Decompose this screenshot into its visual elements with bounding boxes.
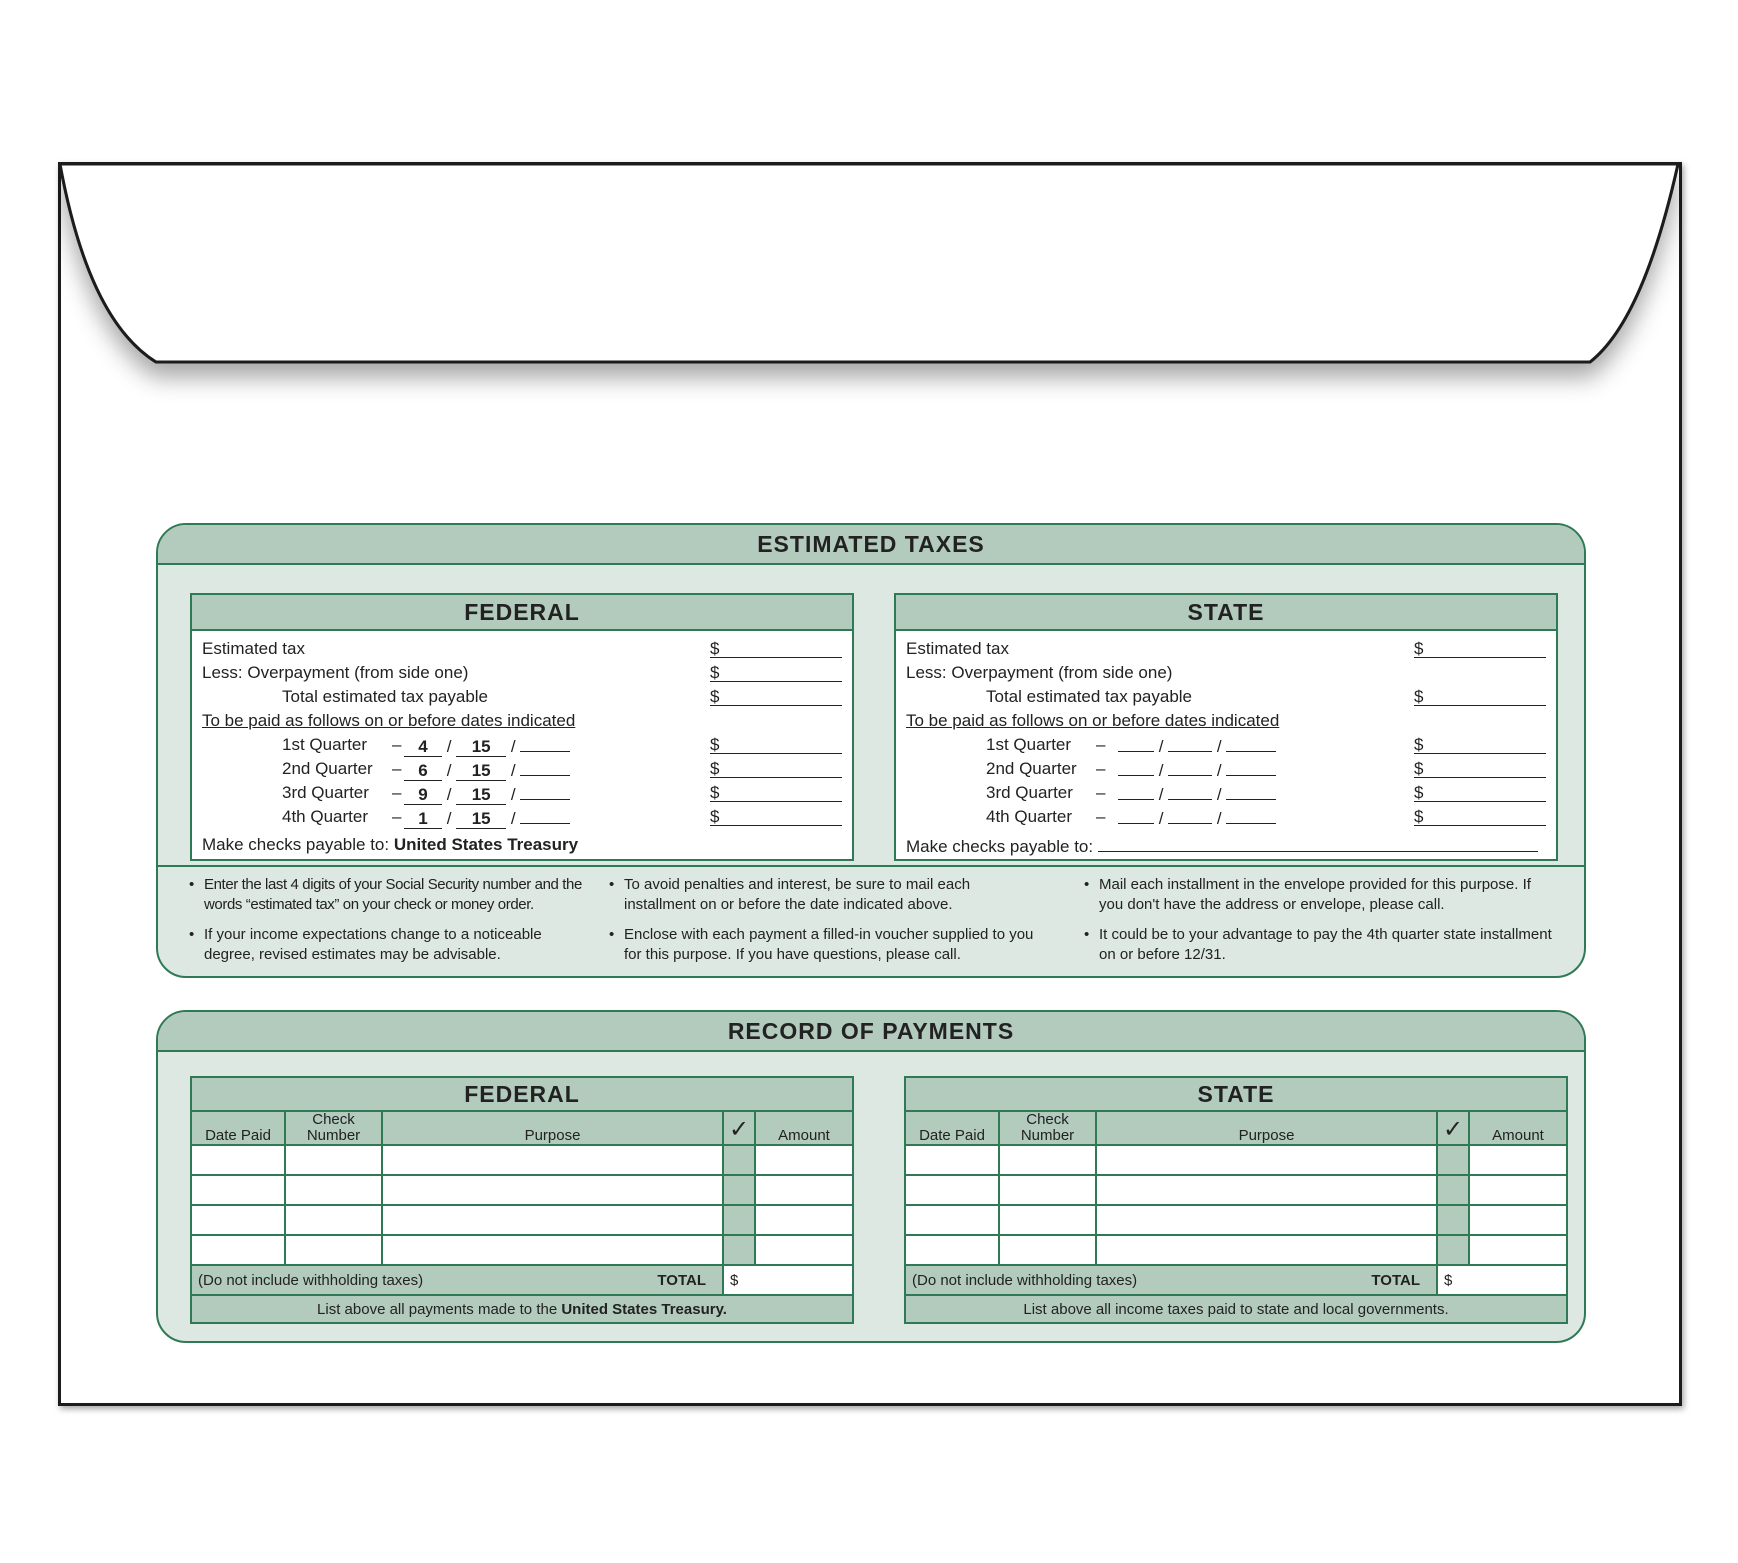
payable-prefix: Make checks payable to:	[202, 835, 390, 854]
table-row[interactable]	[191, 1175, 853, 1205]
col-check-number: Check Number	[999, 1111, 1096, 1145]
table-row[interactable]	[905, 1175, 1567, 1205]
note-item: • To avoid penalties and interest, be sure to mail each installment on or before the date indicated above.	[624, 875, 1044, 915]
schedule-label: To be paid as follows on or before dates indicated	[202, 711, 576, 730]
note-item: • Enclose with each payment a filled-in voucher supplied to you for this purpose. If you have questions, please call.	[624, 925, 1044, 965]
estimated-taxes-title: ESTIMATED TAXES	[158, 525, 1584, 565]
col-purpose: Purpose	[382, 1111, 723, 1145]
col-date-paid: Date Paid	[191, 1111, 285, 1145]
quarter-day: 15	[456, 738, 506, 757]
quarter-year[interactable]	[520, 805, 570, 824]
quarter-year[interactable]	[1226, 805, 1276, 824]
col-purpose: Purpose	[1096, 1111, 1437, 1145]
record-of-payments-panel	[156, 1010, 1586, 1343]
check-mark-icon: ✓	[723, 1111, 755, 1145]
quarter-year[interactable]	[520, 757, 570, 776]
estimated-tax-label: Estimated tax	[906, 639, 1009, 658]
quarter-month[interactable]	[1118, 757, 1154, 776]
total-row-label: (Do not include withholding taxes) TOTAL	[191, 1265, 723, 1295]
quarter-amount-field[interactable]: $	[710, 805, 842, 826]
estimated-tax-field[interactable]: $	[710, 637, 842, 658]
quarter-day: 15	[456, 786, 506, 805]
quarter-month: 1	[404, 810, 442, 829]
estimated-taxes-panel	[156, 523, 1586, 978]
col-amount: Amount	[1469, 1111, 1567, 1145]
total-amount-field[interactable]: $	[1437, 1265, 1567, 1295]
state-record-heading: STATE	[905, 1077, 1567, 1111]
quarter-month: 4	[404, 738, 442, 757]
federal-record-box	[190, 1076, 854, 1324]
quarter-label: 2nd Quarter	[986, 759, 1077, 778]
quarter-day[interactable]	[1168, 757, 1212, 776]
note-item: • If your income expectations change to a noticeable degree, revised estimates may be advisable.	[204, 925, 589, 965]
quarter-day[interactable]	[1168, 805, 1212, 824]
quarter-month: 9	[404, 786, 442, 805]
estimated-tax-label: Estimated tax	[202, 639, 305, 658]
note-item: • It could be to your advantage to pay the 4th quarter state installment on or before 12/31.	[1099, 925, 1559, 965]
federal-record-heading: FEDERAL	[191, 1077, 853, 1111]
overpayment-label: Less: Overpayment (from side one)	[906, 663, 1173, 682]
total-row-label: (Do not include withholding taxes) TOTAL	[905, 1265, 1437, 1295]
state-record-table	[904, 1076, 1568, 1324]
quarter-day: 15	[456, 762, 506, 781]
table-row[interactable]	[905, 1145, 1567, 1175]
federal-estimate-box: FEDERAL Estimated tax $ Less: Overpayment (from side one) $ Total estimated tax payable $ To be paid as follows on or before dates indicated 1st Quarter – 4 / 15 / $ 2nd Quarter – 6 / 15 / $ 3rd Quarter – 9 / 15 / $ 4th Quarter – 1 / 15 / $ Make checks payable to: United States Treasury	[190, 593, 854, 861]
quarter-year[interactable]	[520, 781, 570, 800]
quarter-amount-field[interactable]: $	[1414, 781, 1546, 802]
quarter-month[interactable]	[1118, 805, 1154, 824]
quarter-amount-field[interactable]: $	[1414, 805, 1546, 826]
note-item: • Mail each installment in the envelope provided for this purpose. If you don't have the address or envelope, please call.	[1099, 875, 1559, 915]
table-row[interactable]	[191, 1145, 853, 1175]
col-date-paid: Date Paid	[905, 1111, 999, 1145]
state-heading: STATE	[896, 595, 1556, 631]
table-row[interactable]	[191, 1235, 853, 1265]
quarter-amount-field[interactable]: $	[710, 733, 842, 754]
quarter-year[interactable]	[1226, 757, 1276, 776]
check-mark-icon: ✓	[1437, 1111, 1469, 1145]
quarter-label: 3rd Quarter	[282, 783, 369, 802]
federal-record-footer: List above all payments made to the United States Treasury.	[191, 1295, 853, 1323]
payable-to-field[interactable]	[1098, 833, 1538, 852]
overpayment-field[interactable]: $	[710, 661, 842, 682]
quarter-year[interactable]	[1226, 781, 1276, 800]
table-row[interactable]	[191, 1205, 853, 1235]
estimated-tax-field[interactable]: $	[1414, 637, 1546, 658]
quarter-label: 4th Quarter	[282, 807, 368, 826]
table-row[interactable]	[905, 1205, 1567, 1235]
quarter-day[interactable]	[1168, 781, 1212, 800]
quarter-amount-field[interactable]: $	[710, 757, 842, 778]
quarter-year[interactable]	[520, 733, 570, 752]
total-payable-field[interactable]: $	[710, 685, 842, 706]
overpayment-label: Less: Overpayment (from side one)	[202, 663, 469, 682]
quarter-label: 4th Quarter	[986, 807, 1072, 826]
col-check-number: Check Number	[285, 1111, 382, 1145]
estimated-notes	[158, 865, 1584, 963]
payable-prefix: Make checks payable to:	[906, 837, 1094, 856]
quarter-amount-field[interactable]: $	[710, 781, 842, 802]
quarter-label: 1st Quarter	[986, 735, 1072, 754]
quarter-month: 6	[404, 762, 442, 781]
quarter-year[interactable]	[1226, 733, 1276, 752]
col-amount: Amount	[755, 1111, 853, 1145]
total-payable-label: Total estimated tax payable	[986, 687, 1193, 706]
payable-to: United States Treasury	[393, 835, 579, 854]
quarter-label: 3rd Quarter	[986, 783, 1073, 802]
quarter-label: 2nd Quarter	[282, 759, 373, 778]
total-payable-field[interactable]: $	[1414, 685, 1546, 706]
quarter-day: 15	[456, 810, 506, 829]
state-estimate-box: STATE Estimated tax $ Less: Overpayment (from side one) Total estimated tax payable $ To be paid as follows on or before dates indicated 1st Quarter – / / $ 2nd Quarter – / / $ 3rd Quarter – / / $ 4th Quarter – / / $ Make checks payable to:	[894, 593, 1558, 861]
quarter-amount-field[interactable]: $	[1414, 733, 1546, 754]
record-title: RECORD OF PAYMENTS	[158, 1012, 1584, 1052]
note-item: • Enter the last 4 digits of your Social Security number and the words “estimated tax” on your check or money order.	[204, 875, 589, 915]
total-payable-label: Total estimated tax payable	[282, 687, 489, 706]
state-record-box	[904, 1076, 1568, 1324]
total-amount-field[interactable]: $	[723, 1265, 853, 1295]
state-record-footer: List above all income taxes paid to state and local governments.	[905, 1295, 1567, 1323]
quarter-label: 1st Quarter	[282, 735, 368, 754]
quarter-amount-field[interactable]: $	[1414, 757, 1546, 778]
schedule-label: To be paid as follows on or before dates indicated	[906, 711, 1280, 730]
federal-heading: FEDERAL	[192, 595, 852, 631]
quarter-month[interactable]	[1118, 733, 1154, 752]
envelope-flap	[58, 162, 1682, 402]
table-row[interactable]	[905, 1235, 1567, 1265]
quarter-day[interactable]	[1168, 733, 1212, 752]
quarter-month[interactable]	[1118, 781, 1154, 800]
federal-record-table	[190, 1076, 854, 1324]
